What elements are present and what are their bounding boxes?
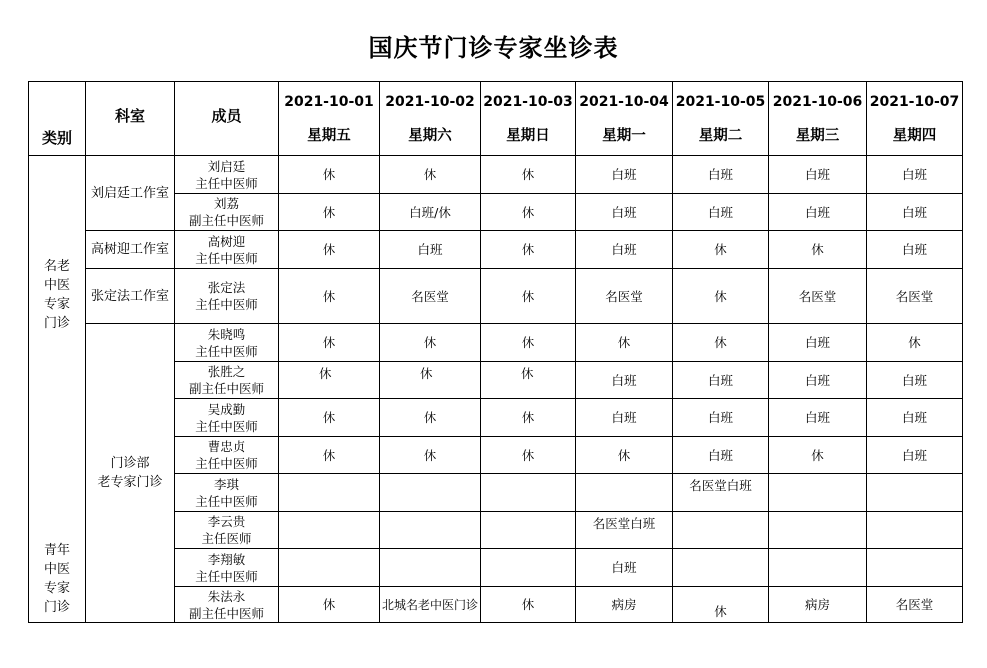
schedule-cell [769,474,867,512]
header-weekday: 星期一 [602,127,646,144]
schedule-cell: 名医堂 [867,269,963,324]
schedule-cell: 休 [769,437,867,474]
member-cell: 李云贵 主任医师 [175,512,279,549]
schedule-cell: 休 [380,324,481,362]
schedule-cell: 白班 [673,362,769,399]
header-date: 2021-10-02 [385,93,475,110]
schedule-cell [380,474,481,512]
schedule-cell: 白班 [673,437,769,474]
schedule-table [28,81,963,623]
schedule-cell: 休 [481,194,576,231]
schedule-cell: 休 [673,587,769,623]
schedule-cell: 休 [576,437,673,474]
schedule-cell: 白班 [867,156,963,194]
header-weekday: 星期五 [307,127,351,144]
header-weekday: 星期三 [795,127,840,144]
schedule-cell: 名医堂白班 [673,474,769,512]
schedule-cell: 白班 [673,399,769,437]
schedule-cell [279,512,380,549]
schedule-cell: 休 [867,324,963,362]
schedule-cell: 休 [279,399,380,437]
schedule-cell: 休 [380,362,481,399]
schedule-cell: 休 [481,362,576,399]
header-date: 2021-10-06 [772,93,863,110]
member-cell: 吴成勤 主任中医师 [175,399,279,437]
header-row [29,82,963,156]
schedule-cell: 休 [279,269,380,324]
schedule-cell: 白班 [576,549,673,587]
schedule-cell: 病房 [769,587,867,623]
table-row [29,269,963,324]
member-cell: 张定法 主任中医师 [175,269,279,324]
schedule-cell: 白班 [867,437,963,474]
schedule-cell: 名医堂 [769,269,867,324]
schedule-cell: 白班/休 [380,194,481,231]
schedule-cell: 白班 [380,231,481,269]
schedule-cell [576,474,673,512]
header-day-3 [481,82,576,156]
schedule-cell: 休 [380,437,481,474]
schedule-cell [867,474,963,512]
department-cell: 门诊部 老专家门诊 [86,324,175,623]
schedule-cell: 白班 [673,156,769,194]
schedule-cell [769,549,867,587]
schedule-cell: 名医堂 [576,269,673,324]
schedule-cell: 白班 [769,194,867,231]
header-department: 科室 [86,82,175,156]
schedule-cell: 白班 [576,399,673,437]
member-cell: 刘启廷 主任中医师 [175,156,279,194]
schedule-cell: 白班 [576,231,673,269]
table-row [29,324,963,362]
category-cell [29,156,86,623]
header-date: 2021-10-03 [483,93,573,110]
header-date: 2021-10-01 [284,93,374,110]
schedule-cell: 休 [481,437,576,474]
member-cell: 高树迎 主任中医师 [175,231,279,269]
schedule-cell: 白班 [576,362,673,399]
schedule-cell: 白班 [769,399,867,437]
schedule-cell: 白班 [867,399,963,437]
schedule-cell: 名医堂 [380,269,481,324]
schedule-cell [380,512,481,549]
department-cell: 张定法工作室 [86,269,175,324]
table-row [29,156,963,194]
schedule-cell [481,549,576,587]
member-cell: 李琪 主任中医师 [175,474,279,512]
header-date: 2021-10-07 [869,93,960,110]
header-day-2 [380,82,481,156]
schedule-cell [769,512,867,549]
schedule-cell: 白班 [867,194,963,231]
header-date: 2021-10-04 [579,93,669,110]
schedule-cell: 休 [673,269,769,324]
header-category: 类别 [29,82,86,156]
schedule-cell: 休 [279,587,380,623]
department-cell: 高树迎工作室 [86,231,175,269]
member-cell: 朱法永 副主任中医师 [175,587,279,623]
header-day-6 [769,82,867,156]
schedule-cell: 白班 [576,194,673,231]
page-title: 国庆节门诊专家坐诊表 [368,33,619,62]
header-member: 成员 [175,82,279,156]
schedule-cell: 名医堂 [867,587,963,623]
schedule-cell: 休 [481,156,576,194]
schedule-cell: 休 [279,231,380,269]
header-day-7 [867,82,963,156]
header-weekday: 星期六 [408,127,452,144]
member-cell: 张胜之 副主任中医师 [175,362,279,399]
header-day-1 [279,82,380,156]
schedule-cell [673,512,769,549]
schedule-cell: 白班 [673,194,769,231]
schedule-cell [867,512,963,549]
member-cell: 刘荔 副主任中医师 [175,194,279,231]
schedule-cell: 休 [380,399,481,437]
header-weekday: 星期四 [892,127,937,144]
schedule-cell: 白班 [867,231,963,269]
schedule-cell: 休 [481,231,576,269]
schedule-cell: 休 [481,587,576,623]
header-date: 2021-10-05 [675,93,766,110]
schedule-cell: 休 [279,362,380,399]
schedule-cell: 休 [279,437,380,474]
schedule-cell: 白班 [769,156,867,194]
schedule-cell: 休 [279,194,380,231]
schedule-cell [867,549,963,587]
header-weekday: 星期二 [698,127,743,144]
schedule-cell [279,474,380,512]
schedule-cell: 休 [279,324,380,362]
category-youth: 青年 中医 专家 门诊 [43,543,70,615]
schedule-cell: 北城名老中医门诊 [380,587,481,623]
schedule-cell: 白班 [576,156,673,194]
header-day-5 [673,82,769,156]
schedule-cell: 休 [673,231,769,269]
member-cell: 朱晓鸣 主任中医师 [175,324,279,362]
header-weekday: 星期日 [506,127,550,144]
member-cell: 李翔敏 主任中医师 [175,549,279,587]
schedule-cell [279,549,380,587]
schedule-cell: 病房 [576,587,673,623]
schedule-cell: 休 [481,324,576,362]
member-cell: 曹忠贞 主任中医师 [175,437,279,474]
schedule-cell [380,549,481,587]
schedule-cell: 休 [481,269,576,324]
table-row [29,231,963,269]
schedule-cell: 名医堂白班 [576,512,673,549]
department-cell: 刘启廷工作室 [86,156,175,231]
schedule-cell: 休 [380,156,481,194]
schedule-cell: 休 [576,324,673,362]
category-senior: 名老 中医 专家 门诊 [43,259,70,331]
schedule-cell [481,474,576,512]
schedule-cell [481,512,576,549]
schedule-cell: 白班 [769,362,867,399]
schedule-cell: 休 [673,324,769,362]
schedule-cell [673,549,769,587]
schedule-cell: 休 [769,231,867,269]
schedule-cell: 休 [279,156,380,194]
header-day-4 [576,82,673,156]
schedule-cell: 白班 [769,324,867,362]
schedule-cell: 白班 [867,362,963,399]
schedule-cell: 休 [481,399,576,437]
